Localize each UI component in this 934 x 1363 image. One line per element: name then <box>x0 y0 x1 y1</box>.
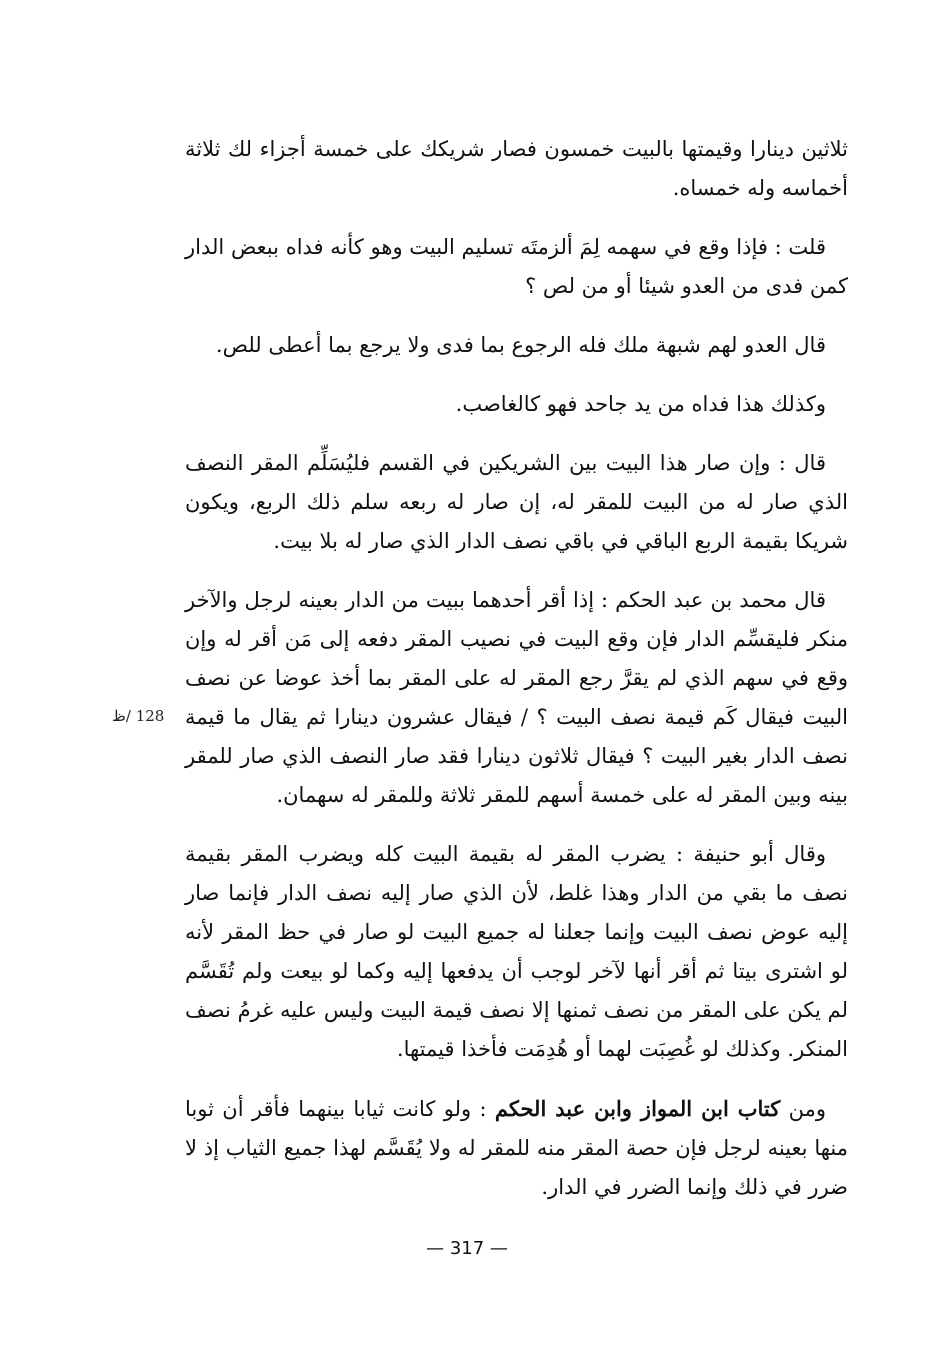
page-number: — 317 — <box>426 1238 508 1259</box>
paragraph <box>185 130 848 208</box>
paragraph <box>185 326 848 365</box>
paragraph-text: وقال أبو حنيفة : يضرب المقر له بقيمة البيت كله ويضرب المقر بقيمة نصف ما بقي من الدار وهذا غلط، لأن الذي صار إليه نصف الدار فإنما صار إليه عوض نصف البيت وإنما جعلنا له جميع البيت لو صار في حظ المقر لأنه لو اشترى بيتا ثم أقر أنها لآخر لوجب أن يدفعها إليه وكما لو بيعت ولم تُقَسَّم لم يكن على المقر من نصف ثمنها إلا نصف قيمة البيت وليس عليه غرمُ نصف المنكر. وكذلك لو غُصِبَت لهما أو هُدِمَت فأخذا قيمتها. <box>185 842 848 1061</box>
paragraph-text: ومن <box>780 1097 826 1121</box>
paragraph <box>185 385 848 424</box>
paragraph-text: : ولو كانت ثيابا بينهما فأقر أن ثوبا منها بعينه لرجل فإن حصة المقر منه للمقر له ولا يُقَسَّم لهذا جميع الثياب إذ لا ضرر في ذلك وإنما الضرر في الدار. <box>185 1097 848 1199</box>
paragraph <box>185 228 848 306</box>
paragraph <box>185 444 848 561</box>
paragraph-text: ثلاثين دينارا وقيمتها بالبيت خمسون فصار شريكك على خمسة أجزاء لك ثلاثة أخماسه وله خمساه. <box>185 137 848 200</box>
paragraph-text: قال محمد بن عبد الحكم : إذا أقر أحدهما ببيت من الدار بعينه لرجل والآخر منكر فليقسِّم الدار فإن وقع البيت في نصيب المقر دفعه إلى مَن أقر له وإن وقع في سهم الذي لم يقرَّ رجع المقر له على المقر بما أخذ عوضا عن نصف البيت فيقال كَم قيمة نصف البيت ؟ / فيقال عشرون دينارا ثم يقال ما قيمة نصف الدار بغير البيت ؟ فيقال ثلاثون دينارا فقد صار النصف الذي صار للمقر بينه وبين المقر له على خمسة أسهم للمقر ثلاثة وللمقر له سهمان. <box>185 588 848 807</box>
paragraph <box>185 835 848 1069</box>
paragraph-text: وكذلك هذا فداه من يد جاحد فهو كالغاصب. <box>455 392 826 416</box>
paragraph <box>185 581 848 815</box>
folio-margin-note: 128 /ظ <box>112 707 165 725</box>
book-title: كتاب ابن المواز وابن عبد الحكم <box>494 1096 781 1121</box>
page-body <box>185 130 848 1227</box>
paragraph <box>185 1089 848 1207</box>
paragraph-text: قال العدو لهم شبهة ملك فله الرجوع بما فدى ولا يرجع بما أعطى للص. <box>215 333 826 357</box>
paragraph-text: قال : وإن صار هذا البيت بين الشريكين في القسم فليُسَلِّم المقر النصف الذي صار له من البيت للمقر له، إن صار له ربعه سلم ذلك الربع، ويكون شريكا بقيمة الربع الباقي في باقي نصف الدار الذي صار له بلا بيت. <box>185 451 848 553</box>
paragraph-text: قلت : فإذا وقع في سهمه لِمَ ألزمتَه تسليم البيت وهو كأنه فداه ببعض الدار كمن فدى من العدو شيئا أو من لص ؟ <box>185 235 848 298</box>
